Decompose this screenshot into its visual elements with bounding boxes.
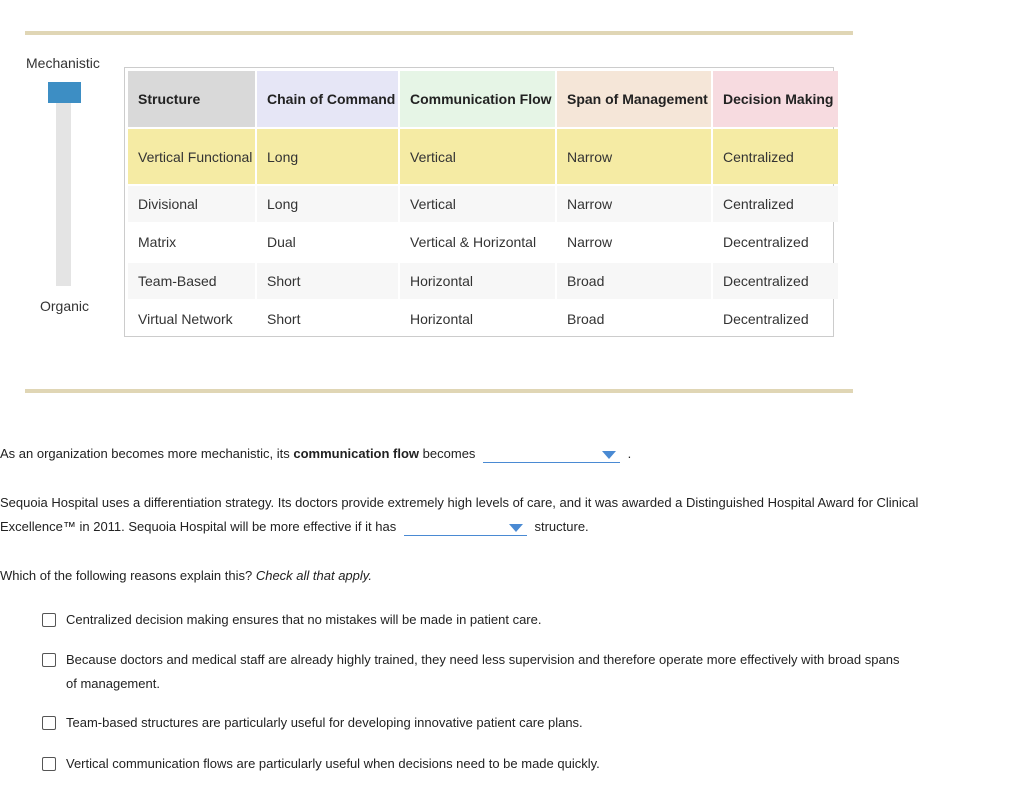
table-row [128, 224, 838, 260]
q3-hint: Check all that apply. [255, 568, 372, 583]
bottom-divider [25, 389, 853, 393]
cell-chain: Long [257, 129, 398, 184]
option-label: Centralized decision making ensures that no mistakes will be made in patient care. [66, 612, 542, 627]
table-row [128, 301, 838, 337]
q1-end: . [627, 446, 632, 461]
cell-communication: Vertical & Horizontal [410, 234, 537, 251]
cell-span: Broad [567, 311, 605, 328]
option-label: Vertical communication flows are particularly useful when decisions need to be made quickly. [66, 756, 600, 771]
table-row [128, 129, 838, 184]
reason-option[interactable] [42, 648, 902, 696]
header-structure: Structure [128, 71, 255, 127]
q1-bold-term: communication flow [293, 446, 420, 461]
question-structure [0, 491, 940, 539]
cell-span: Narrow [557, 186, 711, 222]
chevron-down-icon [509, 524, 523, 532]
cell-structure: Matrix [138, 234, 177, 251]
top-divider [25, 31, 853, 35]
header-chain-of-command: Chain of Command [257, 71, 398, 127]
chevron-down-icon [602, 451, 616, 459]
header-decision-making: Decision Making [713, 71, 838, 127]
table-row [128, 186, 838, 222]
q1-prefix: As an organization becomes more mechanistic, its [0, 446, 290, 461]
checkbox[interactable] [42, 653, 56, 667]
structure-slider-handle[interactable] [48, 82, 81, 103]
cell-structure: Virtual Network [138, 311, 233, 328]
cell-decision: Centralized [713, 186, 838, 222]
cell-structure: Team-Based [128, 263, 255, 299]
cell-span: Narrow [557, 129, 711, 184]
option-label: Team-based structures are particularly useful for developing innovative patient care plans. [66, 715, 583, 730]
cell-chain: Short [267, 311, 301, 328]
cell-decision: Centralized [713, 129, 838, 184]
q2-prefix: Sequoia Hospital uses a differentiation strategy. Its doctors provide extremely high levels of care, and it was awarded a Distinguished Hospital Award for Clinical Excellence™ in 2011. Sequoia Hospital will be more effective if it has [0, 495, 919, 534]
cell-chain: Short [257, 263, 398, 299]
question-reasons [0, 564, 372, 588]
organic-label: Organic [40, 298, 90, 314]
cell-span: Broad [557, 263, 711, 299]
cell-communication: Horizontal [400, 263, 555, 299]
question-communication-flow [0, 442, 631, 466]
checkbox[interactable] [42, 716, 56, 730]
cell-structure: Vertical Functional [128, 129, 255, 184]
cell-decision: Decentralized [723, 234, 809, 251]
cell-structure: Divisional [128, 186, 255, 222]
mechanistic-label: Mechanistic [26, 55, 100, 71]
option-label: Because doctors and medical staff are already highly trained, they need less supervision and therefore operate more effectively with broad spans of management. [66, 652, 900, 691]
structure-slider-track[interactable] [56, 100, 71, 286]
q2-suffix: structure. [534, 519, 589, 534]
cell-communication: Vertical [400, 186, 555, 222]
table-header-row [128, 71, 838, 127]
structure-comparison-table [124, 67, 834, 337]
cell-decision: Decentralized [723, 311, 809, 328]
reason-option[interactable] [42, 752, 902, 776]
reason-option[interactable] [42, 608, 902, 632]
structure-dropdown[interactable] [404, 519, 527, 536]
table-row [128, 263, 838, 299]
cell-chain: Dual [267, 234, 296, 251]
cell-chain: Long [257, 186, 398, 222]
checkbox[interactable] [42, 757, 56, 771]
cell-decision: Decentralized [713, 263, 838, 299]
q1-suffix: becomes [422, 446, 476, 461]
header-span-of-management: Span of Management [557, 71, 711, 127]
header-communication-flow: Communication Flow [400, 71, 555, 127]
checkbox[interactable] [42, 613, 56, 627]
cell-communication: Horizontal [410, 311, 474, 328]
q3-prefix: Which of the following reasons explain this? [0, 568, 253, 583]
reason-option[interactable] [42, 711, 902, 735]
communication-flow-dropdown[interactable] [483, 446, 620, 463]
cell-communication: Vertical [400, 129, 555, 184]
cell-span: Narrow [567, 234, 613, 251]
